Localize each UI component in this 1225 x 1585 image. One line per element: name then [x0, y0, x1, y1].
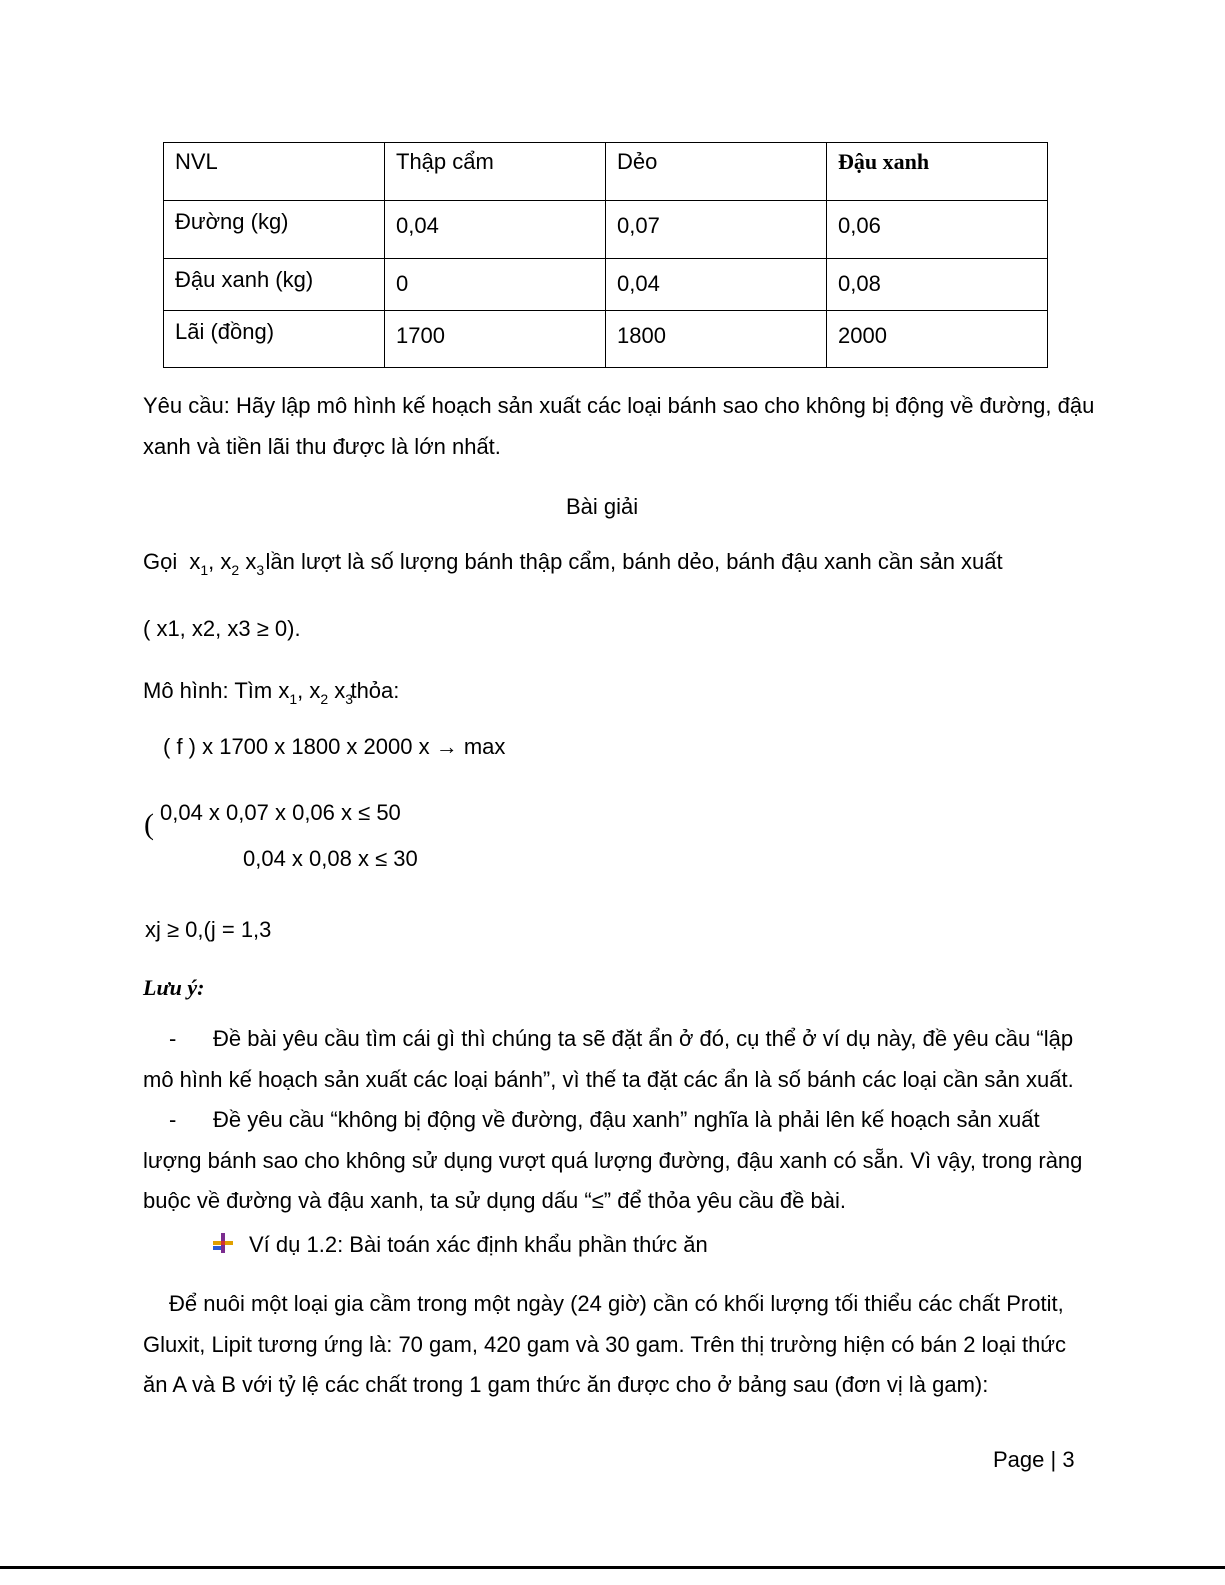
table-cell: Đường (kg)	[164, 201, 385, 259]
table-cell: 0,04	[606, 259, 827, 311]
domain-constraint: xj ≥ 0,(j = 1,3	[145, 917, 272, 942]
model-math: $x_1$, $x_2$ $x_3$	[278, 678, 354, 707]
constraint-beans: 0,04 x 0,08 x ≤ 30	[243, 846, 418, 871]
table-cell: Lãi (đồng)	[164, 311, 385, 368]
nonneg-line: ( x1, x2, x3 ≥ 0).	[143, 616, 301, 641]
table-header-row	[164, 143, 1048, 201]
note-title: Lưu ý:	[143, 975, 205, 1000]
dash-bullet: -	[169, 1026, 177, 1051]
variables-line	[143, 547, 1003, 585]
note-item	[143, 1019, 1135, 1100]
requirement-line: xanh và tiền lãi thu được là lớn nhất.	[143, 433, 501, 459]
table-cell: 0	[385, 259, 606, 311]
note-line: buộc về đường và đậu xanh, ta sử dụng dấu “≤” để thỏa yêu cầu đề bài.	[143, 1188, 846, 1213]
model-suffix: thỏa:	[350, 678, 400, 703]
variables-prefix: Gọi	[143, 549, 178, 574]
example-line: ăn A và B với tỷ lệ các chất trong 1 gam thức ăn được cho ở bảng sau (đơn vị là gam):	[143, 1372, 989, 1397]
ingredient-table	[163, 142, 1048, 368]
note-line: Đề bài yêu cầu tìm cái gì thì chúng ta sẽ đặt ẩn ở đó, cụ thể ở ví dụ này, đề yêu cầu “lập	[213, 1026, 1074, 1051]
note-item	[143, 1100, 1135, 1222]
page-number: Page | 3	[993, 1447, 1075, 1472]
table-header-cell: Thập cẩm	[385, 143, 606, 201]
table-header-cell: Dẻo	[606, 143, 827, 201]
variables-math: $x_1$, $x_2$ $x_3$	[189, 549, 265, 578]
table-header-cell: Đậu xanh	[827, 143, 1048, 201]
table-row	[164, 201, 1048, 259]
example-heading: Ví dụ 1.2: Bài toán xác định khẩu phần thức ăn	[249, 1232, 708, 1257]
table-cell: 1700	[385, 311, 606, 368]
table-row	[164, 311, 1048, 368]
table-cell: 0,06	[827, 201, 1048, 259]
table-cell: 0,07	[606, 201, 827, 259]
example-line: Để nuôi một loại gia cầm trong một ngày (24 giờ) cần có khối lượng tối thiểu các chất Protit,	[169, 1291, 1064, 1316]
variables-suffix: lần lượt là số lượng bánh thập cẩm, bánh dẻo, bánh đậu xanh cần sản xuất	[265, 549, 1003, 574]
table-cell: 0,08	[827, 259, 1048, 311]
page-divider	[0, 1566, 1225, 1569]
objective-function: ( f ) x 1700 x 1800 x 2000 x → max	[163, 734, 506, 759]
note-line: mô hình kế hoạch sản xuất các loại bánh”, vì thế ta đặt các ẩn là số bánh các loại cần sản xuất.	[143, 1066, 1074, 1092]
requirement-paragraph	[143, 386, 1135, 467]
bullet-pin-icon	[212, 1232, 234, 1254]
table-row	[164, 259, 1048, 311]
table-header-cell: NVL	[164, 143, 385, 201]
model-line	[143, 676, 399, 714]
table-cell: Đậu xanh (kg)	[164, 259, 385, 311]
constraint-sugar: 0,04 x 0,07 x 0,06 x ≤ 50	[160, 800, 401, 825]
dash-bullet: -	[169, 1107, 177, 1132]
model-prefix: Mô hình: Tìm	[143, 678, 273, 703]
example-line: Gluxit, Lipit tương ứng là: 70 gam, 420 gam và 30 gam. Trên thị trường hiện có bán 2 loại thức	[143, 1331, 1067, 1357]
table-cell: 1800	[606, 311, 827, 368]
table-cell: 2000	[827, 311, 1048, 368]
note-line: Đề yêu cầu “không bị động về đường, đậu xanh” nghĩa là phải lên kế hoạch sản xuất	[213, 1107, 1040, 1132]
requirement-line: Yêu cầu: Hãy lập mô hình kế hoạch sản xuất các loại bánh sao cho không bị động về đường, đậu	[143, 393, 1095, 418]
solution-title: Bài giải	[566, 494, 639, 519]
table-cell: 0,04	[385, 201, 606, 259]
example-paragraph	[143, 1284, 1135, 1406]
note-line: lượng bánh sao cho không sử dụng vượt quá lượng đường, đậu xanh có sẵn. Vì vậy, trong ràng	[143, 1147, 1083, 1173]
constraint-brace: (	[144, 808, 154, 841]
